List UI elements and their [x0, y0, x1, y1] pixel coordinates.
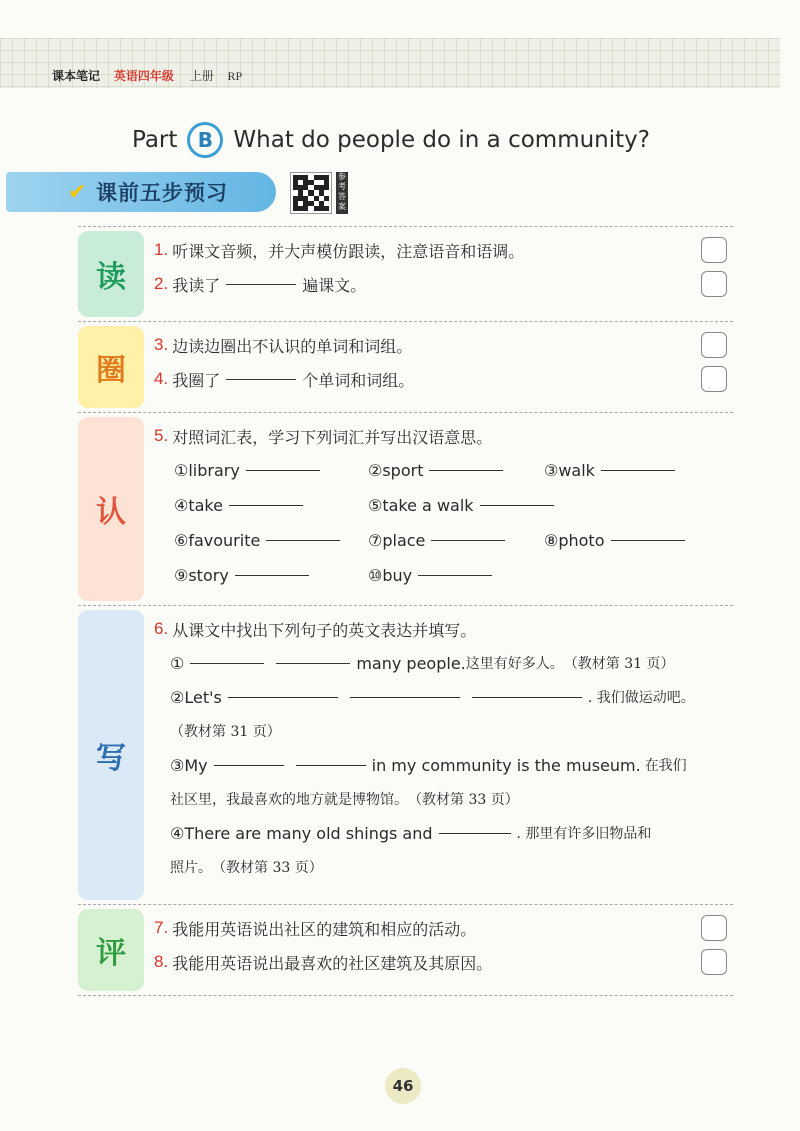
vocab-item: ⑤take a walk — [368, 488, 704, 523]
edition-name: RP — [227, 69, 243, 83]
checkbox[interactable] — [701, 332, 727, 358]
part-badge: B — [187, 122, 223, 158]
vocab-item: ⑦place — [368, 523, 544, 558]
vocab-item: ③walk — [544, 453, 704, 488]
write-sentence-1: ① many people. 这里有好多人。 （教材第 31 页） — [170, 653, 675, 673]
steps-table — [78, 226, 733, 996]
page-title — [132, 118, 650, 162]
banner-label: 课前五步预习 — [96, 181, 228, 205]
step-circle — [78, 322, 733, 413]
write-instruction: 6. 从课文中找出下列句子的英文表达并填写。 — [154, 619, 477, 640]
step-write-label: 写 — [78, 610, 144, 900]
step-recognize-label: 认 — [78, 417, 144, 601]
vocab-item: ②sport — [368, 453, 544, 488]
subject-name: 英语四年级 — [113, 69, 174, 83]
qr-code-icon[interactable] — [290, 172, 332, 214]
checkbox[interactable] — [701, 237, 727, 263]
evaluate-item-7: 7. 我能用英语说出社区的建筑和相应的活动。 — [154, 911, 733, 945]
read-item-1: 1. 听课文音频，并大声模仿跟读，注意语音和语调。 — [154, 233, 733, 267]
write-sentence-4: ④There are many old shings and . 那里有许多旧物品和 — [170, 823, 652, 843]
write-sentence-2-ref: （教材第 31 页） — [170, 724, 281, 740]
running-header — [52, 67, 242, 84]
checkbox[interactable] — [701, 366, 727, 392]
vocab-item: ④take — [174, 488, 368, 523]
preview-banner — [6, 172, 276, 212]
vocab-item: ⑨story — [174, 558, 368, 593]
evaluate-item-8: 8. 我能用英语说出最喜欢的社区建筑及其原因。 — [154, 945, 733, 979]
circle-item-3: 3. 边读边圈出不认识的单词和词组。 — [154, 328, 733, 362]
step-read — [78, 226, 733, 322]
step-write — [78, 606, 733, 905]
vocab-item: ⑩buy — [368, 558, 544, 593]
circle-item-4: 4. 我圈了 个单词和词组。 — [154, 362, 733, 396]
fill-blank[interactable] — [226, 379, 296, 380]
vocab-grid — [154, 453, 733, 593]
checkbox[interactable] — [701, 915, 727, 941]
step-recognize — [78, 413, 733, 606]
page-number: 46 — [385, 1068, 421, 1104]
step-circle-label: 圈 — [78, 326, 144, 408]
book-name: 课本笔记 — [52, 69, 101, 83]
write-sentence-4-cont: 照片。 （教材第 33 页） — [170, 860, 323, 876]
checkmark-icon: ✔ — [68, 180, 87, 205]
vocab-item: ⑧photo — [544, 523, 704, 558]
title-question: What do people do in a community? — [233, 127, 650, 153]
vocab-item: ⑥favourite — [174, 523, 368, 558]
checkbox[interactable] — [701, 949, 727, 975]
read-item-2: 2. 我读了 遍课文。 — [154, 267, 733, 301]
step-evaluate-label: 评 — [78, 909, 144, 991]
vocab-item: ①library — [174, 453, 368, 488]
volume-name: 上册 — [189, 69, 214, 83]
write-sentence-3: ③My in my community is the museum. 在我们 — [170, 755, 687, 775]
qr-caption: 参考答案 — [336, 172, 348, 214]
recognize-instruction: 5. 对照词汇表，学习下列词汇并写出汉语意思。 — [154, 426, 493, 447]
fill-blank[interactable] — [226, 284, 296, 285]
checkbox[interactable] — [701, 271, 727, 297]
step-read-label: 读 — [78, 231, 144, 317]
write-sentence-3-cont: 社区里，我最喜欢的地方就是博物馆。 （教材第 33 页） — [170, 792, 519, 808]
write-sentence-2: ②Let's . 我们做运动吧。 — [170, 687, 695, 707]
step-evaluate — [78, 905, 733, 996]
part-label: Part — [132, 127, 178, 153]
